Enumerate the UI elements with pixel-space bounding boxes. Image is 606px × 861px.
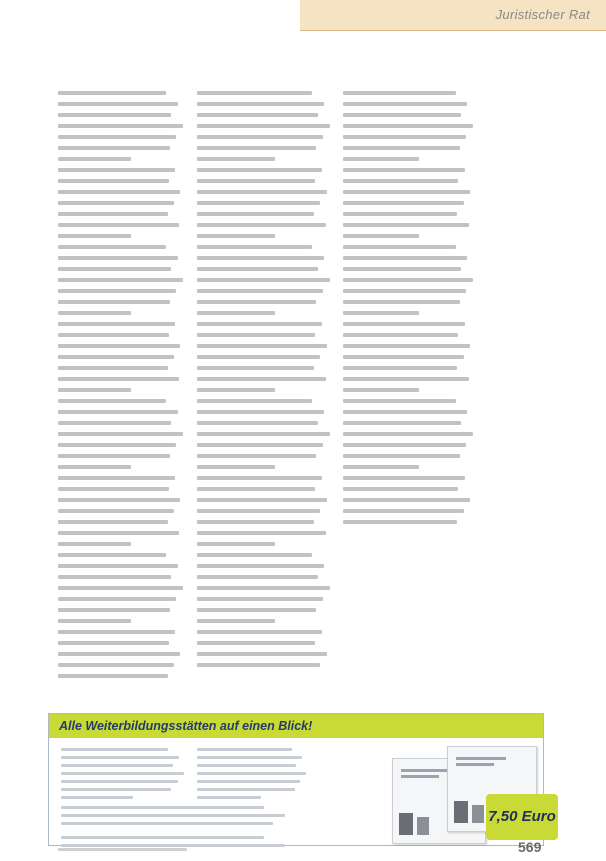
- illegible-text-line: [197, 487, 315, 491]
- illegible-text-line: [58, 311, 131, 315]
- illegible-text-line: [343, 300, 460, 304]
- illegible-text-line: [61, 772, 184, 775]
- illegible-text-line: [61, 788, 171, 791]
- illegible-text-line: [58, 641, 169, 645]
- illegible-text-line: [197, 663, 320, 667]
- illegible-text-line: [343, 311, 419, 315]
- illegible-text-line: [343, 498, 470, 502]
- advertisement: [48, 713, 556, 846]
- illegible-text-line: [58, 399, 166, 403]
- illegible-text-line: [58, 630, 175, 634]
- illegible-text-line: [197, 366, 314, 370]
- illegible-text-line: [58, 674, 168, 678]
- illegible-text-line: [197, 454, 316, 458]
- illegible-text-line: [58, 476, 175, 480]
- illegible-text-line: [197, 421, 318, 425]
- illegible-text-line: [197, 135, 323, 139]
- illegible-text-line: [58, 212, 168, 216]
- illegible-text-line: [61, 844, 285, 847]
- illegible-text-line: [343, 355, 464, 359]
- illegible-text-line: [343, 278, 473, 282]
- illegible-text-line: [61, 836, 264, 839]
- footer-journal-line: [58, 848, 208, 856]
- illegible-text-line: [197, 102, 324, 106]
- illegible-text-line: [58, 597, 176, 601]
- illegible-text-line: [58, 498, 180, 502]
- illegible-text-line: [197, 179, 315, 183]
- illegible-text-line: [197, 586, 330, 590]
- illegible-text-line: [197, 780, 300, 783]
- illegible-text-line: [343, 135, 466, 139]
- illegible-text-line: [343, 168, 465, 172]
- illegible-text-line: [58, 223, 179, 227]
- illegible-text-line: [58, 355, 174, 359]
- illegible-text-line: [197, 278, 330, 282]
- illegible-text-line: [197, 531, 326, 535]
- article-column-3: [343, 91, 474, 533]
- illegible-text-line: [58, 333, 169, 337]
- illegible-text-line: [58, 575, 171, 579]
- ad-order-info: [61, 806, 297, 830]
- illegible-text-line: [58, 124, 183, 128]
- header-rule: [300, 30, 606, 31]
- illegible-text-line: [197, 267, 318, 271]
- illegible-text-line: [343, 333, 458, 337]
- illegible-text-line: [197, 113, 318, 117]
- illegible-text-line: [58, 135, 176, 139]
- illegible-text-line: [197, 311, 275, 315]
- illegible-text-line: [343, 399, 456, 403]
- illegible-text-line: [197, 476, 322, 480]
- illegible-text-line: [197, 388, 275, 392]
- illegible-text-line: [197, 652, 327, 656]
- illegible-text-line: [197, 542, 275, 546]
- illegible-text-line: [343, 124, 473, 128]
- illegible-text-line: [197, 190, 327, 194]
- article-column-2: [197, 91, 331, 676]
- illegible-text-line: [197, 756, 302, 759]
- illegible-text-line: [343, 190, 470, 194]
- illegible-text-line: [58, 564, 178, 568]
- cover-photo-icon: [399, 813, 413, 835]
- ad-headline: Alle Weiterbildungsstätten auf einen Blick!: [49, 714, 543, 738]
- illegible-text-line: [197, 344, 327, 348]
- illegible-text-line: [58, 608, 170, 612]
- illegible-text-line: [343, 289, 466, 293]
- illegible-text-line: [58, 848, 187, 851]
- illegible-text-line: [58, 157, 131, 161]
- illegible-text-line: [197, 157, 275, 161]
- price-badge: [486, 794, 558, 840]
- illegible-text-line: [61, 806, 264, 809]
- illegible-text-line: [343, 377, 469, 381]
- illegible-text-line: [61, 748, 168, 751]
- illegible-text-line: [58, 652, 180, 656]
- illegible-text-line: [343, 201, 464, 205]
- illegible-text-line: [197, 300, 316, 304]
- illegible-text-line: [58, 267, 171, 271]
- illegible-text-line: [58, 179, 169, 183]
- illegible-text-line: [58, 443, 176, 447]
- illegible-text-line: [197, 399, 312, 403]
- illegible-text-line: [58, 465, 131, 469]
- ad-category-right: [197, 748, 307, 804]
- illegible-text-line: [343, 344, 470, 348]
- illegible-text-line: [58, 586, 183, 590]
- illegible-text-line: [197, 432, 330, 436]
- illegible-text-line: [58, 542, 131, 546]
- illegible-text-line: [343, 388, 419, 392]
- illegible-text-line: [197, 796, 261, 799]
- illegible-text-line: [343, 102, 467, 106]
- illegible-text-line: [197, 619, 275, 623]
- illegible-text-line: [197, 355, 320, 359]
- illegible-text-line: [343, 476, 465, 480]
- cover-photo-icon: [454, 801, 468, 823]
- illegible-text-line: [343, 465, 419, 469]
- illegible-text-line: [343, 113, 461, 117]
- illegible-text-line: [343, 487, 458, 491]
- illegible-text-line: [197, 410, 324, 414]
- illegible-text-line: [343, 256, 467, 260]
- illegible-text-line: [197, 168, 322, 172]
- illegible-text-line: [61, 822, 273, 825]
- illegible-text-line: [343, 443, 466, 447]
- illegible-text-line: [58, 454, 170, 458]
- illegible-text-line: [197, 630, 322, 634]
- cover-photo-icon: [472, 805, 484, 823]
- illegible-text-line: [58, 102, 178, 106]
- illegible-text-line: [58, 619, 131, 623]
- illegible-text-line: [58, 487, 169, 491]
- illegible-text-line: [58, 377, 179, 381]
- illegible-text-line: [197, 443, 323, 447]
- illegible-text-line: [197, 256, 324, 260]
- illegible-text-line: [58, 168, 175, 172]
- illegible-text-line: [197, 597, 323, 601]
- illegible-text-line: [58, 91, 166, 95]
- illegible-text-line: [197, 212, 314, 216]
- illegible-text-line: [343, 509, 464, 513]
- illegible-text-line: [343, 454, 460, 458]
- illegible-text-line: [197, 146, 316, 150]
- illegible-text-line: [343, 410, 467, 414]
- illegible-text-line: [197, 124, 330, 128]
- illegible-text-line: [58, 344, 180, 348]
- illegible-text-line: [58, 146, 170, 150]
- illegible-text-line: [343, 432, 473, 436]
- illegible-text-line: [343, 146, 460, 150]
- illegible-text-line: [58, 553, 166, 557]
- illegible-text-line: [197, 234, 275, 238]
- illegible-text-line: [58, 531, 179, 535]
- illegible-text-line: [58, 509, 174, 513]
- illegible-text-line: [58, 300, 170, 304]
- illegible-text-line: [58, 256, 178, 260]
- illegible-text-line: [61, 814, 285, 817]
- illegible-text-line: [58, 388, 131, 392]
- illegible-text-line: [343, 520, 457, 524]
- section-header-tab: [300, 0, 606, 30]
- illegible-text-line: [197, 520, 314, 524]
- illegible-text-line: [197, 377, 326, 381]
- illegible-text-line: [61, 796, 133, 799]
- illegible-text-line: [197, 201, 320, 205]
- illegible-text-line: [58, 201, 174, 205]
- illegible-text-line: [343, 322, 465, 326]
- illegible-text-line: [61, 780, 178, 783]
- illegible-text-line: [61, 756, 179, 759]
- illegible-text-line: [58, 520, 168, 524]
- illegible-text-line: [197, 553, 312, 557]
- section-label: Juristischer Rat: [495, 7, 590, 22]
- illegible-text-line: [197, 223, 326, 227]
- ad-category-left: [61, 748, 185, 804]
- illegible-text-line: [58, 432, 183, 436]
- illegible-text-line: [343, 421, 461, 425]
- illegible-text-line: [343, 91, 456, 95]
- illegible-text-line: [61, 764, 173, 767]
- illegible-text-line: [197, 748, 292, 751]
- illegible-text-line: [197, 764, 296, 767]
- illegible-text-line: [58, 278, 183, 282]
- page-number: 569: [518, 839, 542, 855]
- illegible-text-line: [197, 509, 320, 513]
- illegible-text-line: [197, 498, 327, 502]
- illegible-text-line: [343, 223, 469, 227]
- illegible-text-line: [58, 322, 175, 326]
- price-value: 7,50 Euro: [488, 808, 556, 825]
- illegible-text-line: [58, 289, 176, 293]
- illegible-text-line: [58, 234, 131, 238]
- illegible-text-line: [197, 575, 318, 579]
- illegible-text-line: [197, 465, 275, 469]
- illegible-text-line: [197, 289, 323, 293]
- illegible-text-line: [58, 245, 166, 249]
- illegible-text-line: [197, 788, 295, 791]
- illegible-text-line: [197, 322, 322, 326]
- cover-photo-icon: [417, 817, 429, 835]
- illegible-text-line: [343, 366, 457, 370]
- illegible-text-line: [58, 663, 174, 667]
- illegible-text-line: [58, 190, 180, 194]
- illegible-text-line: [343, 212, 457, 216]
- illegible-text-line: [197, 91, 312, 95]
- illegible-text-line: [58, 421, 171, 425]
- illegible-text-line: [197, 772, 306, 775]
- illegible-text-line: [58, 113, 171, 117]
- illegible-text-line: [58, 366, 168, 370]
- illegible-text-line: [197, 245, 312, 249]
- illegible-text-line: [343, 234, 419, 238]
- illegible-text-line: [197, 608, 316, 612]
- illegible-text-line: [197, 564, 324, 568]
- illegible-text-line: [343, 267, 461, 271]
- illegible-text-line: [58, 410, 178, 414]
- illegible-text-line: [343, 245, 456, 249]
- illegible-text-line: [197, 641, 315, 645]
- article-column-1: [58, 91, 184, 685]
- illegible-text-line: [343, 157, 419, 161]
- illegible-text-line: [343, 179, 458, 183]
- illegible-text-line: [197, 333, 315, 337]
